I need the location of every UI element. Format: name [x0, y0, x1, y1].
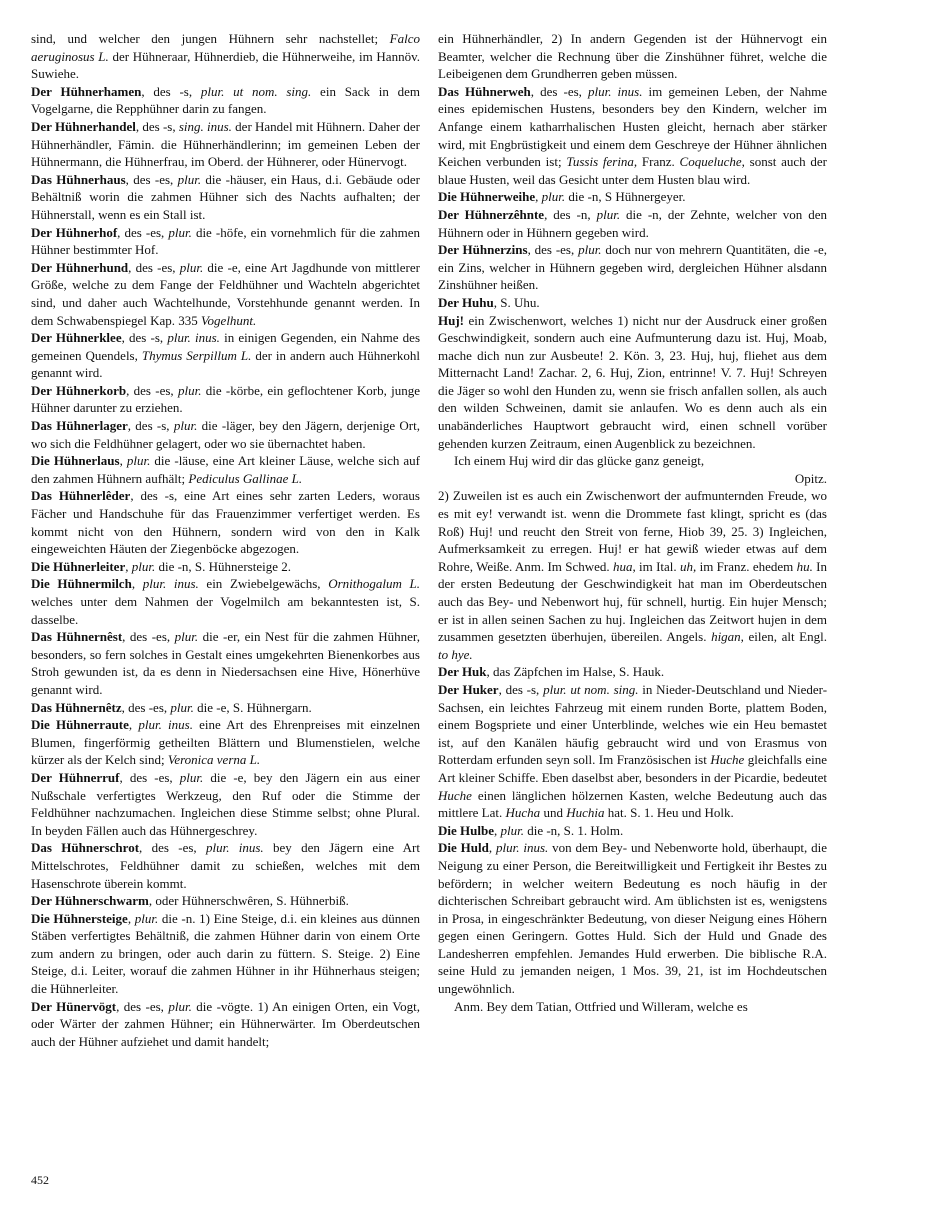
italic-text: Pediculus Gallinae L. [188, 470, 303, 486]
entry-text: , des -s, eine Art eines sehr zarten Leders, woraus Fächer und Handschuhe für das Frauenzimmer verfertiget werden. Es kommt nicht von den Hühnern, sondern wird von den in Kalk eingeweichten Häuten der Ziegenböcke abgezogen. [31, 488, 420, 557]
italic-text: plur. [168, 998, 192, 1014]
headword: Der Huhu [438, 294, 494, 310]
italic-text: plur. inus. [138, 717, 193, 733]
italic-text: Veronica verna L. [167, 752, 261, 768]
dictionary-entry [438, 839, 827, 997]
entry-text: , des -es, [530, 83, 588, 99]
entry-text: der Hühneraar, Hühnerdieb, die Hühnerweihe, im Hannöv. Suwiehe. [31, 48, 420, 82]
italic-text: Hucha [505, 805, 541, 821]
entry-text: die -n, der Zehnte, welcher von den Hühnern oder in Hühnern gegeben wird. [438, 206, 828, 240]
entry-text: , des -s, [135, 118, 179, 134]
italic-text: plur. [179, 259, 204, 275]
dictionary-entry [31, 575, 420, 628]
italic-text: plur. [179, 769, 204, 785]
entry-text: , [488, 840, 496, 856]
entry-text: In der ersten Bedeutung der Geschwindigkeit hat man im Oberdeutschen auch das Bey- und Nebenwort huj, für schnell, hurtig. Ein hujer Mensch; er ist in allen seinen Sachen zu huj. Ingleichen das Zeitwort hujen in dem zusammen gesetzten überhujen, übereilen. Angels. [438, 558, 827, 645]
italic-text: plur. [168, 224, 192, 240]
entry-text: der in andern auch Hühnerkohl genannt wird. [31, 347, 420, 381]
entry-text: die -n, S Hühnergeyer. [565, 189, 686, 205]
entry-text: , [535, 189, 542, 205]
entry-text: die -häuser, ein Haus, d.i. Gebäude oder Behältniß worin die zahmen Hühner sich des Nachts aufhalten; der Hühnerstall, wenn es ein Stall ist. [31, 171, 420, 222]
italic-text: plur. inus. [587, 83, 643, 99]
entry-text: sonst auch der blaue Husten, weil das Gesicht unter dem Husten blau wird. [438, 154, 828, 187]
headword: Die Huld [438, 840, 489, 856]
italic-text: plur. [134, 910, 159, 926]
entry-text: und [540, 805, 567, 821]
entry-text: die -er, ein Nest für die zahmen Hühner, besonders, so fern solches in Gestalt eines umgekehrten Bienenkorbes aus Stroh gewunden ist, da es denn in Niedersachsen eine Hive, Hönerhüve genannt wird. [31, 629, 420, 697]
entry-text: , das Zäpfchen im Halse, S. Hauk. [486, 664, 665, 680]
entry-text: die -n, S. 1. Holm. [523, 822, 624, 838]
entry-text: im gemeinen Leben, der Nahme eines epidemischen Hustens, besonders bey den Kindern, welcher im Anfange einem katharrhalischen Husten gleicht, hernach aber stärker wird, mit Engbrüstigkeit und einem dem Geschreye der Hühner ähnlichen Keichen verbunden ist; [438, 83, 827, 170]
entry-text: eilen, alt Engl. [743, 629, 827, 645]
italic-text: plur. [173, 418, 198, 434]
entry-text: , des -es, [116, 998, 169, 1014]
dictionary-entry [31, 259, 420, 329]
italic-text: plur. [541, 189, 566, 205]
right-column [438, 30, 827, 1015]
dictionary-entry [438, 998, 827, 1016]
dictionary-entry [438, 487, 827, 663]
dictionary-entry [31, 839, 420, 892]
italic-text: Ornithogalum L. [328, 576, 421, 592]
headword: Der Hühnerhamen [31, 83, 142, 99]
italic-text: plur. [126, 453, 151, 469]
headword: Die Hühnermilch [31, 576, 132, 592]
entry-text: , des -es, [126, 382, 178, 398]
dictionary-entry [438, 30, 827, 83]
entry-text: , des -es, [122, 629, 175, 645]
entry-text: Ich einem Huj wird dir das glücke ganz geneigt, [454, 453, 705, 469]
entry-text: , des -s, [127, 418, 174, 434]
dictionary-entry [31, 452, 420, 487]
headword: Der Hühnerruf [31, 769, 120, 785]
headword: Der Hühnerzêhnte [438, 206, 545, 222]
entry-text: gleichfalls eine Art kleiner Schiffe. Eben daselbst aber, besonders in der Picardie, bedeutet [438, 752, 827, 785]
entry-text: , S. Uhu. [493, 294, 540, 310]
entry-text: , des -s, [498, 681, 544, 697]
italic-text: Huche [438, 787, 472, 803]
entry-text: in einigen Gegenden, ein Nahme des gemeinen Quendels, [31, 330, 421, 363]
italic-text: plur. [174, 629, 199, 645]
entry-text: , [125, 558, 132, 574]
entry-text: die -e, eine Art Jagdhunde von mittlerer Größe, welche zu dem Fange der Feldhühner und Wachteln abgerichtet sind, und daher auch Wachtelhunde, Vorstehhunde genannt werden. In dem Schwabenspiegel Kap. 335 [31, 259, 420, 328]
entry-text: doch nur von mehrern Quantitäten, die -e, ein Zins, welcher in Hühnern gegeben wird, dergleichen Hühner alsdann Zinshühner heißen. [438, 242, 827, 293]
entry-text: , oder Hühnerschwêren, S. Hühnerbiß. [148, 893, 349, 909]
headword: Das Hühnerhaus [31, 171, 126, 187]
entry-text: die -höfe, ein vornehmlich für die zahmen Hühner bestimmter Hof. [31, 224, 420, 258]
headword: Der Huker [438, 681, 499, 697]
entry-text: der Handel mit Hühnern. Daher der Hühnerhändler, Fämin. die Hühnerhändlerinn; im gemeinen Leben der Hühnermann, die Hühnerfrau, im Oberd. der Hühnerer, oder Hünervogt. [31, 118, 420, 170]
dictionary-entry [31, 558, 420, 576]
dictionary-entry [438, 663, 827, 681]
entry-text: ein Zwiebelgewächs, [198, 576, 329, 592]
headword: Das Hühnernêtz [31, 699, 122, 715]
italic-text: plur. [177, 171, 202, 187]
entry-text: ein Zwischenwort, welches 1) nicht nur der Ausdruck einer großen Geschwindigkeit, sondern auch eine Aufmunterung dazu ist. Huj, Moab, mache dich nun zur Ausbeute! 2. Kön. 3, 23. Huj, huj, fliehet aus dem Mitternacht Land! Zachar. 2, 6. Huj, Zion, entrinne! V. 7. Huj! Schreyen die Jäger so wohl den Hunden zu, wenn sie frisch anfallen sollen, als auch den wilden Schweinen, damit sie anlaufen. Wo es denn auch als ein unabänderliches Hauptwort gebraucht wird, einen schnell vorüber gehenden kurzen Zeitraum, einen Augenblick zu bezeichnen. [438, 312, 827, 451]
italic-text: higan, [711, 629, 744, 645]
entry-text: die -läger, bey den Jägern, derjenige Ort, wo sich die Feldhühner gelagert, oder wo sie übernachtet haben. [31, 418, 420, 451]
entry-text: einen länglichen hölzernen Kasten, welche Bedeutung auch das mittlere Lat. [438, 787, 827, 821]
entry-text: , des -es, [125, 171, 178, 187]
dictionary-entry [31, 118, 420, 171]
italic-text: plur. [170, 699, 194, 715]
italic-text: hua, [612, 558, 636, 574]
headword: Die Hühnerleiter [31, 558, 126, 574]
dictionary-entry [438, 83, 827, 189]
entry-text: die -n. 1) Eine Steige, d.i. ein kleines aus dünnen Stäben verfertigtes Behältniß, die zahmen Hühner darin von einem Orte zum andern zu bringen, oder auch darin zu füttern. S. Steige. 2) Eine Steige, d.i. Leiter, worauf die zahmen Hühner in ihr Hühnerhaus steigen; die Hühnerleiter. [31, 910, 420, 997]
dictionary-entry [31, 382, 420, 417]
entry-text: die -körbe, ein geflochtener Korb, junge Hühner darunter zu erziehen. [31, 382, 420, 416]
headword: Das Hühnerschrot [31, 840, 140, 856]
italic-text: Thymus Serpillum L. [141, 347, 252, 363]
italic-text: plur. inus. [495, 840, 549, 856]
entry-text: , des -n, [544, 206, 597, 222]
italic-text: uh, [680, 558, 697, 574]
dictionary-entry [438, 822, 827, 840]
headword: Der Hühnerkorb [31, 382, 127, 398]
italic-text: plur. [500, 822, 524, 838]
italic-text: plur. [177, 382, 202, 398]
headword: Die Hulbe [438, 822, 494, 838]
italic-text: Huchia [566, 805, 605, 821]
page-number: 452 [31, 1173, 49, 1187]
entry-text: die -läuse, eine Art kleiner Läuse, welche sich auf den zahmen Hühnern aufhält; [31, 453, 421, 486]
entry-text: in Nieder-Deutschland und Nieder-Sachsen, ein leichtes Fahrzeug mit einem runden Borte, plattem Boden, einem Bogspriete und einer Unterblinde, welches wie ein Heu bemastet ist, auf den Kanälen häufig gebraucht wird und von Erasmus von Rotterdam erfunden seyn soll. Im Französischen ist [438, 681, 828, 768]
headword: Der Huk [438, 664, 487, 680]
headword: Der Hünervögt [31, 998, 117, 1014]
entry-text: die -n, S. Hühnersteige 2. [155, 558, 291, 574]
entry-text: Opitz. [794, 470, 827, 486]
italic-text: sing. inus. [178, 118, 232, 134]
italic-text: plur. inus. [167, 330, 220, 346]
entry-text: , [127, 910, 135, 926]
entry-text: Franz. [637, 154, 680, 170]
italic-text: Coqueluche, [679, 154, 745, 170]
entry-text: von dem Bey- und Nebenworte hold, überhaupt, die Neigung zu einer Person, die Bereitwilligkeit und Fertigkeit ihr Bestes zu befördern; in welcher weitern Bedeutung es noch häufig in der dichterischen Schreibart gebraucht wird. Am üblichsten ist es, wenigstens in Prosa, in eingeschränkter Bedeutung, von dieser Neigung eines Höhern gegen einen Geringern. Gottes Huld. Sich der Huld und Gnade des Landesherren empfehlen. Jemandes Huld erwerben. Die biblische R.A. seine Huld zu jemanden neigen, 1 Mos. 39, 21, ist im Hochdeutschen ungewöhnlich. [438, 840, 828, 997]
dictionary-entry [438, 241, 827, 294]
entry-text: ein Sack in dem Vogelgarne, die Repphühner darin zu fangen. [31, 83, 420, 117]
entry-text: im Ital. [635, 558, 680, 574]
italic-text: plur. ut nom. sing. [543, 681, 639, 697]
dictionary-entry [31, 998, 420, 1051]
headword: Das Hühnerweh [438, 83, 531, 99]
entry-text: ein Hühnerhändler, 2) In andern Gegenden ist der Hühnervogt ein Beamter, welcher die Rechnung über die Zinshühner führet, welche die Leibeigenen dem Grundherren geben müssen. [438, 31, 827, 82]
headword: Der Hühnerklee [31, 330, 122, 346]
entry-text: die -vögte. 1) An einigen Orten, ein Vogt, oder Wärter der zahmen Hühner; ein Hühnerwärter. Im Oberdeutschen auch der Hühner aufziehet und damit handelt; [31, 998, 420, 1049]
headword: Das Hühnerlager [31, 418, 128, 434]
entry-text: , des -es, [139, 840, 206, 856]
italic-text: Huche [710, 752, 745, 768]
dictionary-entry [31, 83, 420, 118]
italic-text: plur. [596, 206, 621, 222]
dictionary-entry [31, 910, 420, 998]
headword: Huj! [438, 312, 464, 328]
italic-text: to hye. [438, 646, 473, 662]
italic-text: hu. [796, 558, 813, 574]
italic-text: Vogelhunt. [201, 312, 257, 328]
entry-text: , des -es, [121, 699, 171, 715]
italic-text: plur. [131, 558, 156, 574]
dictionary-entry [31, 892, 420, 910]
dictionary-entry [438, 294, 827, 312]
entry-text: , des -es, [117, 224, 169, 240]
entry-text: , des -s, [121, 330, 168, 346]
entry-text: Anm. Bey dem Tatian, Ottfried und Willeram, welche es [454, 998, 748, 1014]
dictionary-entry [31, 171, 420, 224]
headword: Der Hühnerschwarm [31, 893, 149, 909]
entry-text: die -e, S. Hühnergarn. [193, 699, 312, 715]
entry-text: , [131, 576, 143, 592]
dictionary-entry [31, 329, 420, 382]
italic-text: plur. ut nom. sing. [200, 83, 312, 99]
entry-text: eine Art des Ehrenpreises mit einzelnen Blumen, fingerförmig getheilten Blättern und Blumenstielen, welche kürzer als der Kelch sind; [31, 717, 421, 768]
italic-text: plur. inus. [205, 840, 264, 856]
dictionary-entry [31, 769, 420, 839]
headword: Die Hühnersteige [31, 910, 128, 926]
headword: Der Hühnerhof [31, 224, 118, 240]
dictionary-entry [438, 312, 827, 453]
headword: Der Hühnerhandel [31, 118, 136, 134]
headword: Die Hühnerweihe [438, 189, 536, 205]
headword: Das Hühnerlêder [31, 488, 131, 504]
dictionary-entry [31, 30, 420, 83]
entry-text: , [128, 717, 139, 733]
dictionary-entry [438, 681, 827, 822]
dictionary-entry [31, 628, 420, 698]
headword: Der Hühnerzins [438, 242, 528, 258]
entry-text: , [493, 822, 501, 838]
entry-text: , des -s, [141, 83, 201, 99]
quotation-source [438, 470, 827, 488]
entry-text: , des -es, [119, 769, 180, 785]
left-column [31, 30, 420, 1050]
dictionary-entry [438, 206, 827, 241]
entry-text: hat. S. 1. Heu und Holk. [604, 805, 734, 821]
entry-text: im Franz. ehedem [696, 558, 797, 574]
entry-text: welches unter dem Nahmen der Vogelmilch am bekanntesten ist, S. dasselbe. [31, 594, 420, 627]
dictionary-entry [438, 188, 827, 206]
dictionary-entry [31, 224, 420, 259]
italic-text: Tussis ferina, [566, 154, 638, 170]
headword: Die Hühnerraute [31, 717, 129, 733]
dictionary-entry [31, 716, 420, 769]
quotation [438, 452, 827, 470]
headword: Der Hühnerhund [31, 259, 129, 275]
dictionary-entry [31, 699, 420, 717]
entry-text: die -e, bey den Jägern ein aus einer Nußschale verfertigtes Werkzeug, den Ruf oder die Stimme der Feldhühner nachzumachen. Ingleichen diese Stimme selbst; ohne Plural. In beyden Fällen auch das Hühnergeschrey. [31, 769, 420, 838]
entry-text: , des -es, [527, 242, 579, 258]
entry-text: sind, und welcher den jungen Hühnern sehr nachstellet; [31, 31, 390, 46]
entry-text: , des -es, [128, 259, 180, 275]
italic-text: plur. inus. [142, 576, 199, 592]
entry-text: 2) Zuweilen ist es auch ein Zwischenwort der aufmunternden Freude, wo es mit ey! verwandt ist. wenn die Drommete fast klingt, spricht es (das Roß) Huj! und reucht den Streit von ferne, Hiob 39, 25. 3) Ingleichen, Aufmerksamkeit zu erregen. Huj! er hat gewiß wieder etwas auf dem Rohre, Weiße. Anm. Im Schwed. [438, 488, 827, 574]
headword: Die Hühnerlaus [31, 453, 120, 469]
dictionary-entry [31, 487, 420, 557]
entry-text: bey den Jägern eine Art Mittelschrotes, Feldhühner damit zu schießen, welches mit dem Hasenschrote überein kommt. [31, 840, 420, 891]
dictionary-entry [31, 417, 420, 452]
entry-text: , [119, 453, 127, 469]
italic-text: Falco aeruginosus L. [31, 31, 420, 64]
italic-text: plur. [578, 242, 602, 258]
headword: Das Hühnernêst [31, 629, 123, 645]
